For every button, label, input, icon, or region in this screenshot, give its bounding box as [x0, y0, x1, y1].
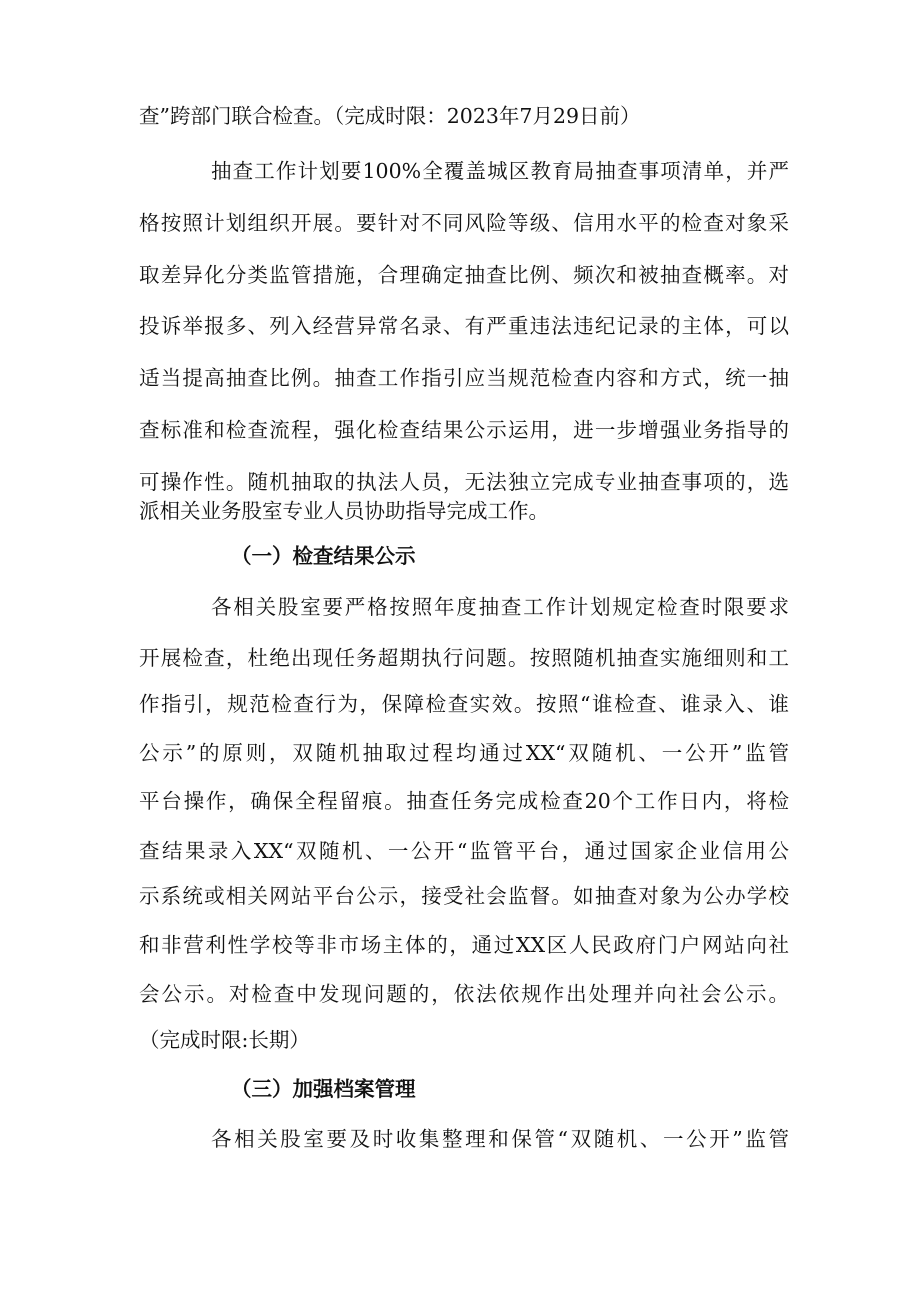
paragraph-start-line: 各相关股室要严格按照年度抽查工作计划规定检查时限要求 — [211, 595, 789, 619]
body-line: 和非营利性学校等非市场主体的，通过XX区人民政府门户网站向社 — [139, 933, 789, 957]
paragraph-start-line: 抽查工作计划要100%全覆盖城区教育局抽查事项清单，并严 — [211, 159, 789, 183]
body-line: 平台操作，确保全程留痕。抽查任务完成检查20个工作日内，将检 — [139, 789, 789, 813]
section-heading: （一）检查结果公示 — [231, 544, 416, 568]
body-line: 取差异化分类监管措施，合理确定抽查比例、频次和被抽查概率。对 — [139, 263, 789, 287]
body-line: 格按照计划组织开展。要针对不同风险等级、信用水平的检查对象采 — [139, 211, 789, 235]
body-line: 查标准和检查流程，强化检查结果公示运用，进一步增强业务指导的 — [139, 418, 789, 442]
section-heading: （三）加强档案管理 — [231, 1077, 416, 1101]
body-line: 公示”的原则，双随机抽取过程均通过XX“双随机、一公开”监管 — [139, 741, 789, 765]
body-line: 投诉举报多、列入经营异常名录、有严重违法违纪记录的主体，可以 — [139, 314, 789, 338]
body-line: （完成时限:长期） — [139, 1028, 310, 1052]
body-line: 查结果录入XX“双随机、一公开“监管平台，通过国家企业信用公 — [139, 839, 789, 863]
body-line: 会公示。对检查中发现问题的，依法依规作出处理并向社会公示。 — [139, 982, 789, 1006]
body-line: 开展检查，杜绝出现任务超期执行问题。按照随机抽查实施细则和工 — [139, 646, 789, 670]
body-line: 可操作性。随机抽取的执法人员，无法独立完成专业抽查事项的，选 — [139, 470, 789, 494]
body-line: 作指引，规范检查行为，保障检查实效。按照“谁检查、谁录入、谁 — [139, 692, 789, 716]
body-line: 派相关业务股室专业人员协助指导完成工作。 — [139, 499, 549, 523]
body-line: 查”跨部门联合检查。（完成时限：2023年7月29日前） — [139, 104, 641, 128]
paragraph-start-line: 各相关股室要及时收集整理和保管“双随机、一公开”监管 — [211, 1127, 789, 1151]
body-line: 适当提高抽查比例。抽查工作指引应当规范检查内容和方式，统一抽 — [139, 366, 789, 390]
body-line: 示系统或相关网站平台公示，接受社会监督。如抽查对象为公办学校 — [139, 884, 789, 908]
